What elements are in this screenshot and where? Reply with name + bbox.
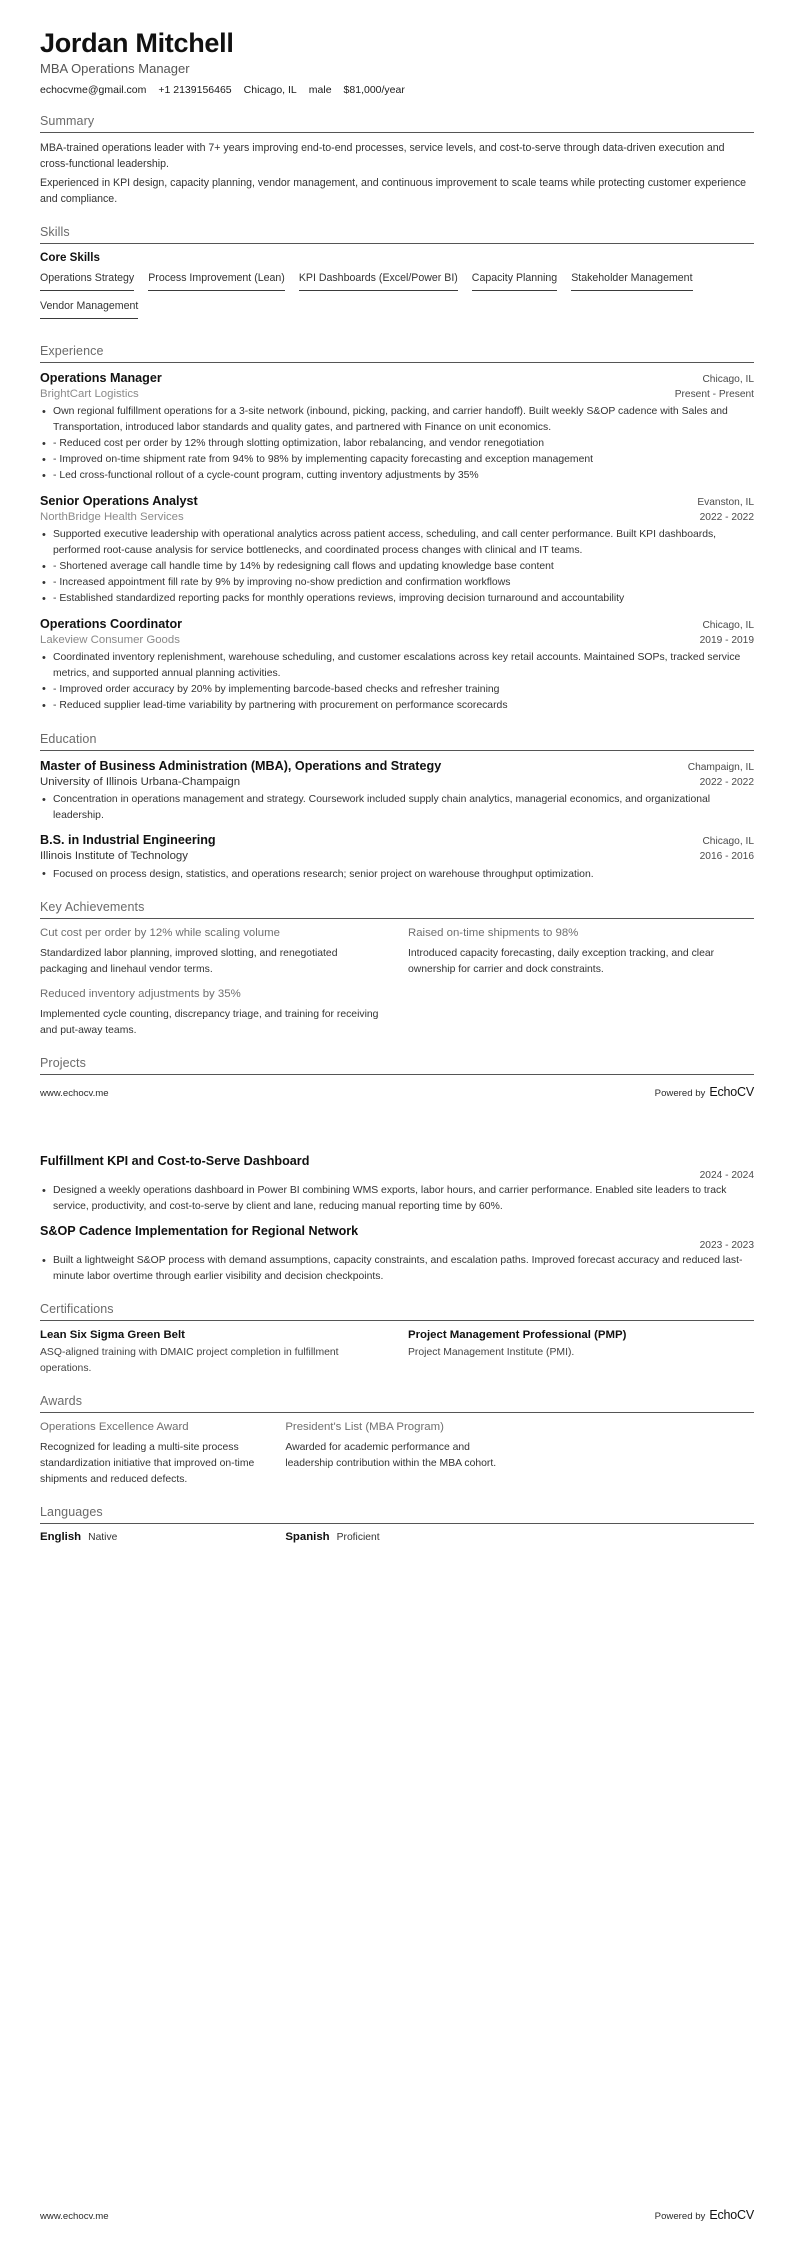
skill-item: Capacity Planning	[472, 270, 557, 291]
skill-item: Operations Strategy	[40, 270, 134, 291]
language-item	[40, 1531, 263, 1543]
project-entry	[40, 1223, 754, 1284]
footer-website-url[interactable]: www.echocv.me	[40, 1088, 109, 1099]
project-bullets	[40, 1253, 754, 1284]
key-achievement-item	[40, 926, 386, 977]
skill-item: KPI Dashboards (Excel/Power BI)	[299, 270, 458, 291]
project-dates: 2024 - 2024	[699, 1170, 754, 1181]
section-title-projects: Projects	[40, 1056, 86, 1071]
section-title-experience: Experience	[40, 343, 104, 358]
projects-list	[40, 1153, 754, 1284]
section-divider	[40, 1074, 754, 1075]
certification-title: Project Management Professional (PMP)	[408, 1329, 627, 1342]
certification-item	[40, 1328, 386, 1376]
section-education	[40, 732, 754, 883]
bullet-item: • - Reduced cost per order by 12% through slotting optimization, labor rebalancing, and vendor renegotiation	[40, 436, 754, 452]
footer-powered-label: Powered by	[654, 2211, 706, 2222]
certification-item	[408, 1328, 754, 1376]
contact-gender: male	[308, 84, 332, 97]
bullet-item: • - Established standardized reporting packs for monthly operations reviews, improving decision turnaround and accountability	[40, 591, 754, 607]
education-dates: 2022 - 2022	[699, 776, 754, 788]
bullet-item: • - Improved order accuracy by 20% by implementing barcode-based checks and refresher training	[40, 682, 754, 698]
achievement-description: Standardized labor planning, improved slotting, and renegotiated packaging and linehaul vendor terms.	[40, 948, 338, 975]
section-awards	[40, 1394, 754, 1487]
experience-job-title: Senior Operations Analyst	[40, 493, 198, 508]
bullet-item: • Designed a weekly operations dashboard in Power BI combining WMS exports, labor hours, and carrier performance. Enabled site leaders to track service, productivity, and cost-to-serve by client and lane, reducing manual reporting time by 60%.	[40, 1183, 754, 1214]
section-languages	[40, 1505, 754, 1543]
candidate-job-title: MBA Operations Manager	[40, 61, 190, 77]
experience-job-title: Operations Coordinator	[40, 616, 183, 631]
footer-brand-name: EchoCV	[709, 2208, 754, 2222]
experience-job-title: Operations Manager	[40, 370, 162, 385]
section-title-skills: Skills	[40, 225, 70, 240]
awards-grid	[40, 1420, 754, 1487]
achievement-description: Implemented cycle counting, discrepancy triage, and training for receiving and put-away teams.	[40, 1009, 379, 1036]
education-school: University of Illinois Urbana-Champaign	[40, 775, 241, 788]
footer-brand-name: EchoCV	[709, 1085, 754, 1099]
bullet-item: • Coordinated inventory replenishment, warehouse scheduling, and customer escalations across key retail accounts. Maintained SOPs, tracked service metrics, and supported annual planning activities.	[40, 650, 754, 681]
section-title-key-achievements: Key Achievements	[40, 900, 145, 915]
project-title: Fulfillment KPI and Cost-to-Serve Dashboard	[40, 1154, 310, 1168]
education-entry	[40, 758, 754, 824]
language-name: English	[40, 1531, 82, 1544]
footer-powered-by	[655, 2208, 754, 2222]
section-projects	[40, 1056, 754, 1075]
experience-bullets	[40, 650, 754, 713]
experience-entry	[40, 493, 754, 607]
contact-salary: $81,000/year	[343, 84, 405, 97]
experience-location: Evanston, IL	[697, 496, 754, 508]
page-footer	[40, 1085, 754, 1099]
language-level: Native	[88, 1532, 118, 1544]
section-divider	[40, 362, 754, 363]
languages-grid	[40, 1531, 754, 1543]
section-title-education: Education	[40, 731, 97, 746]
bullet-item: • - Reduced supplier lead-time variability by partnering with procurement on performance scorecards	[40, 698, 754, 714]
award-item-empty	[531, 1420, 754, 1487]
achievement-title: Raised on-time shipments to 98%	[408, 927, 579, 940]
key-achievements-grid	[40, 926, 754, 1038]
section-divider	[40, 132, 754, 133]
key-achievement-item	[40, 987, 386, 1038]
achievement-title: Reduced inventory adjustments by 35%	[40, 988, 241, 1001]
award-description: Awarded for academic performance and leadership contribution within the MBA cohort.	[285, 1442, 497, 1469]
section-title-summary: Summary	[40, 114, 95, 129]
section-skills	[40, 225, 754, 326]
certification-title: Lean Six Sigma Green Belt	[40, 1329, 185, 1342]
education-degree: Master of Business Administration (MBA), Operations and Strategy	[40, 758, 442, 773]
skill-group-name: Core Skills	[40, 251, 100, 265]
bullet-item: • - Shortened average call handle time by 14% by redesigning call flows and updating knowledge base content	[40, 559, 754, 575]
page-footer	[40, 2208, 754, 2222]
experience-location: Chicago, IL	[702, 619, 754, 631]
achievement-description: Introduced capacity forecasting, daily exception tracking, and clear ownership for carrier and dock constraints.	[408, 948, 715, 975]
candidate-name: Jordan Mitchell	[40, 28, 234, 58]
award-item	[40, 1420, 263, 1487]
key-achievement-item	[408, 926, 754, 977]
experience-company: BrightCart Logistics	[40, 387, 139, 400]
bullet-item: • - Improved on-time shipment rate from 94% to 98% by implementing capacity forecasting and exception management	[40, 452, 754, 468]
certification-description: Project Management Institute (PMI).	[408, 1347, 575, 1359]
footer-powered-by	[655, 1085, 754, 1099]
experience-company: Lakeview Consumer Goods	[40, 633, 180, 646]
project-entry	[40, 1153, 754, 1214]
section-experience	[40, 344, 754, 714]
section-divider	[40, 750, 754, 751]
bullet-item: • - Increased appointment fill rate by 9% by improving no-show prediction and confirmation workflows	[40, 575, 754, 591]
skill-item: Process Improvement (Lean)	[148, 270, 285, 291]
language-name: Spanish	[285, 1531, 330, 1544]
bullet-item: • Built a lightweight S&OP process with demand assumptions, capacity constraints, and escalation paths. Improved forecast accuracy and reduced last-minute labor overtime through earlier visibility and decision checkpoints.	[40, 1253, 754, 1284]
experience-bullets	[40, 527, 754, 607]
footer-website-url[interactable]: www.echocv.me	[40, 2211, 109, 2222]
experience-location: Chicago, IL	[702, 373, 754, 385]
contact-info-row	[40, 84, 754, 96]
section-summary	[40, 114, 754, 207]
resume-page-2	[0, 1123, 794, 2246]
award-item	[285, 1420, 508, 1487]
experience-company: NorthBridge Health Services	[40, 510, 184, 523]
education-bullets	[40, 792, 754, 823]
section-certifications	[40, 1302, 754, 1376]
language-level: Proficient	[336, 1532, 380, 1544]
language-item-empty	[531, 1531, 754, 1543]
section-divider	[40, 243, 754, 244]
contact-phone: +1 2139156465	[158, 84, 232, 97]
section-divider	[40, 1320, 754, 1321]
project-bullets	[40, 1183, 754, 1214]
section-divider	[40, 918, 754, 919]
award-title: Operations Excellence Award	[40, 1421, 189, 1434]
contact-email: echocvme@gmail.com	[40, 84, 147, 97]
certifications-grid	[40, 1328, 754, 1376]
bullet-item: • Concentration in operations management and strategy. Coursework included supply chain analytics, managerial economics, and organizational leadership.	[40, 792, 754, 823]
bullet-item: • Supported executive leadership with operational analytics across patient access, scheduling, and call center performance. Built KPI dashboards, performed root-cause analysis for service bottlenecks, and coordinated process changes with clinical and IT teams.	[40, 527, 754, 558]
resume-header	[40, 28, 754, 96]
language-item	[285, 1531, 508, 1543]
achievement-title: Cut cost per order by 12% while scaling volume	[40, 927, 280, 940]
bullet-item: • Own regional fulfillment operations for a 3-site network (inbound, picking, packing, and carrier handoff). Built weekly S&OP cadence with Sales and Transportation, introduced labor standards and quality gates, and partnered with Finance on unit economics.	[40, 404, 754, 435]
experience-bullets	[40, 404, 754, 484]
section-divider	[40, 1523, 754, 1524]
education-location: Champaign, IL	[687, 761, 754, 773]
experience-dates: 2022 - 2022	[699, 511, 754, 523]
section-key-achievements	[40, 900, 754, 1038]
education-location: Chicago, IL	[702, 836, 754, 848]
contact-location: Chicago, IL	[243, 84, 297, 97]
summary-paragraph: Experienced in KPI design, capacity planning, vendor management, and continuous improvement to scale teams while protecting customer experience and compliance.	[40, 177, 747, 206]
award-description: Recognized for leading a multi-site process standardization initiative that improved on-time shipments and reduced defects.	[40, 1442, 255, 1485]
experience-entry	[40, 616, 754, 714]
education-bullets	[40, 867, 754, 883]
bullet-item: • Focused on process design, statistics, and operations research; senior project on warehouse throughput optimization.	[40, 867, 754, 883]
skill-list	[40, 270, 754, 326]
skill-item: Vendor Management	[40, 298, 138, 319]
section-title-certifications: Certifications	[40, 1302, 114, 1317]
bullet-item: • - Led cross-functional rollout of a cycle-count program, cutting inventory adjustments by 35%	[40, 468, 754, 484]
experience-entry	[40, 370, 754, 484]
experience-dates: 2019 - 2019	[699, 634, 754, 646]
section-title-languages: Languages	[40, 1505, 103, 1520]
certification-description: ASQ-aligned training with DMAIC project completion in fulfillment operations.	[40, 1347, 339, 1374]
education-entry	[40, 832, 754, 882]
section-divider	[40, 1412, 754, 1413]
section-title-awards: Awards	[40, 1394, 83, 1409]
award-title: President's List (MBA Program)	[285, 1421, 444, 1434]
footer-powered-label: Powered by	[654, 1088, 706, 1099]
education-dates: 2016 - 2016	[699, 851, 754, 863]
education-degree: B.S. in Industrial Engineering	[40, 833, 216, 848]
experience-dates: Present - Present	[674, 388, 754, 400]
skill-item: Stakeholder Management	[571, 270, 692, 291]
summary-paragraph: MBA-trained operations leader with 7+ years improving end-to-end processes, service levels, and cost-to-serve through data-driven execution and cross-functional leadership.	[40, 142, 725, 171]
project-title: S&OP Cadence Implementation for Regional Network	[40, 1224, 359, 1239]
education-school: Illinois Institute of Technology	[40, 850, 188, 863]
project-dates: 2023 - 2023	[699, 1240, 754, 1252]
